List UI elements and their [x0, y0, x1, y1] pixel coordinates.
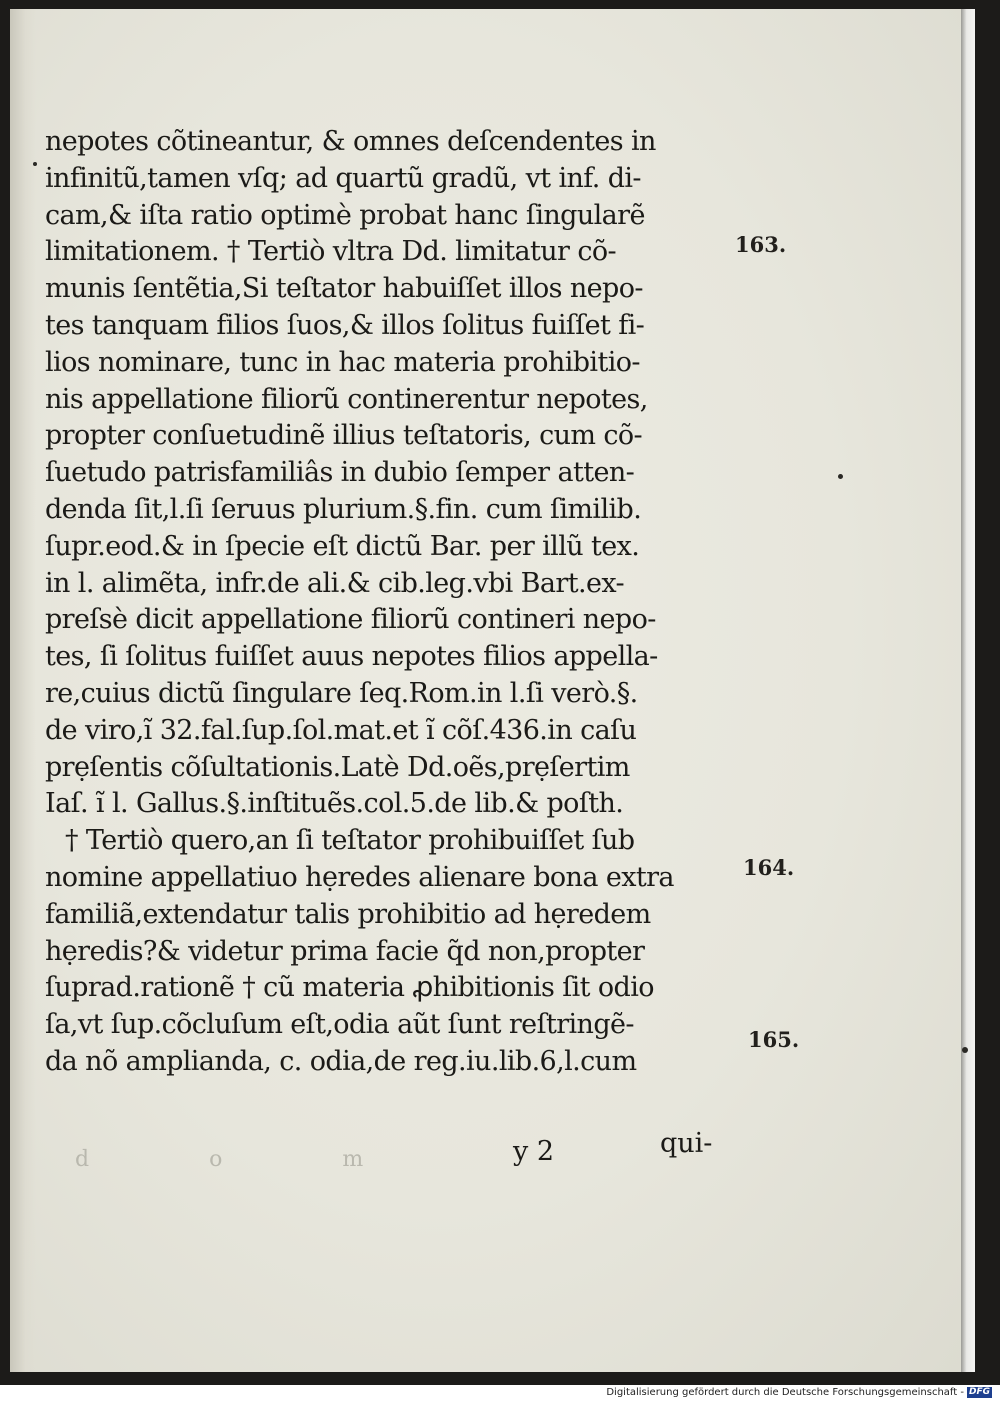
text-line: † Tertiò quero,an ſi teſtator prohibuiſſet ſub	[65, 825, 635, 857]
dfg-logo-icon: DFG	[968, 1387, 990, 1397]
text-line: tes tanquam filios ſuos,& illos ſolitus fuiſſet fi-	[45, 309, 645, 341]
text-line: nis appellatione filiorũ continerentur nepotes,	[45, 383, 648, 415]
text-line: in l. alimẽta, infr.de ali.& cib.leg.vbi Bart.ex-	[45, 567, 625, 599]
ink-speck	[838, 474, 843, 479]
text-line: re,cuius dictũ ſingulare ſeq.Rom.in l.ſi verò.§.	[45, 677, 638, 709]
page-gutter-shadow	[10, 9, 36, 1372]
ink-speck	[33, 162, 37, 166]
text-line: preſsè dicit appellatione filiorũ contineri nepo-	[45, 604, 656, 636]
text-line: infinitũ,tamen vſq; ad quartũ gradũ, vt inf. di-	[45, 162, 641, 194]
text-line: hẹredis?& videtur prima facie q̃d non,propter	[45, 935, 645, 967]
footer-credit	[606, 1387, 992, 1398]
footer-text: Digitalisierung gefördert durch die Deutsche Forschungsgemeinschaft -	[606, 1387, 964, 1398]
text-line: cam,& iſta ratio optimè probat hanc ſingularẽ	[45, 199, 645, 231]
text-line: limitationem. † Tertiò vltra Dd. limitatur cõ-	[45, 236, 617, 268]
page-edge	[961, 9, 975, 1372]
text-line: nepotes cõtineantur, & omnes deſcendentes in	[45, 126, 656, 157]
text-line: da nõ amplianda, c. odia,de reg.iu.lib.6,l.cum	[45, 1045, 637, 1077]
catchword: qui-	[660, 1128, 713, 1159]
text-line: munis ſentẽtia,Si teſtator habuiſſet illos nepo-	[45, 273, 643, 305]
ink-speck	[962, 1047, 968, 1053]
text-line: ſuetudo patrisfamiliâs in dubio ſemper atten-	[45, 457, 635, 489]
text-line: familiã,extendatur talis prohibitio ad hẹredem	[45, 898, 651, 930]
body-text	[45, 124, 735, 1081]
text-line: nomine appellatiuo hẹredes alienare bona extra	[45, 861, 674, 893]
text-line: ſupr.eod.& in ſpecie eſt dictũ Bar. per illũ tex.	[45, 530, 640, 562]
text-line: Iaſ. ĩ l. Gallus.§.inſtituẽs.col.5.de lib.& poſth.	[45, 788, 624, 820]
margin-note-163: 163.	[735, 232, 787, 257]
text-line: tes, ſi ſolitus fuiſſet auus nepotes filios appella-	[45, 641, 658, 673]
text-line: lios nominare, tunc in hac materia prohibitio-	[45, 346, 640, 378]
signature-mark: y 2	[513, 1136, 555, 1167]
margin-note-164: 164.	[743, 855, 795, 880]
text-line: denda ſit,l.ſi ſeruus plurium.§.fin. cum ſimilib.	[45, 493, 642, 525]
text-line: de viro,ĩ 32.fal.ſup.ſol.mat.et ĩ cõſ.436.in caſu	[45, 714, 637, 746]
text-line: prẹſentis cõſultationis.Latè Dd.oẽs,prẹſertim	[45, 751, 630, 783]
bleed-through-text: dom	[75, 1147, 484, 1172]
text-line: ſa,vt ſup.cõcluſum eſt,odia aũt ſunt reſtringẽ-	[45, 1009, 634, 1041]
margin-note-165: 165.	[748, 1027, 800, 1052]
text-line: propter conſuetudinẽ illius teſtatoris, cum cõ-	[45, 420, 643, 452]
text-line: ſuprad.rationẽ † cũ materia ꝓhibitionis ſit odio	[45, 972, 654, 1004]
